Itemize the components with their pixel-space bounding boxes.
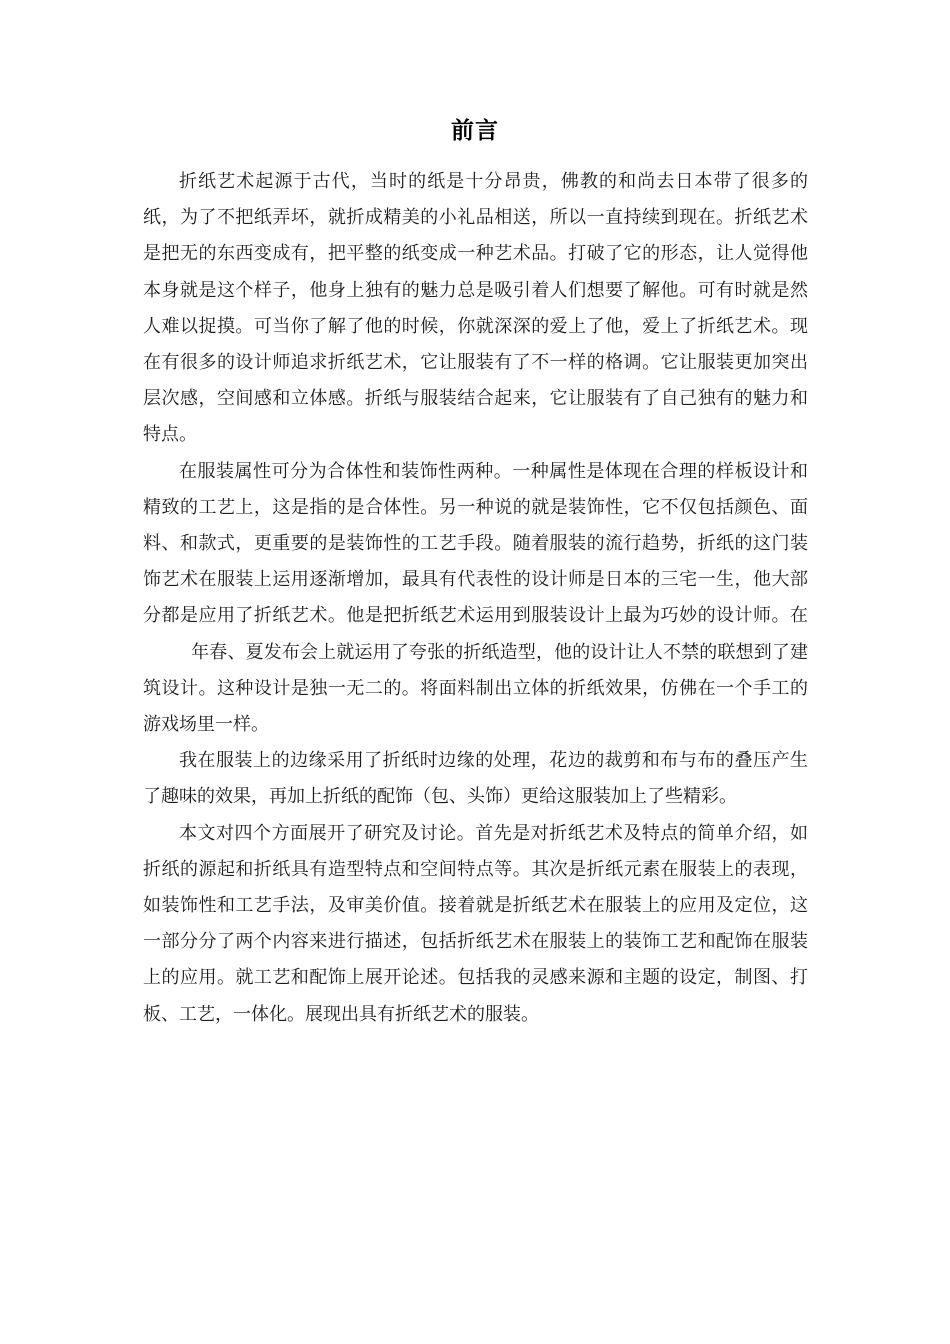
paragraph-2-part-1: 在服装属性可分为合体性和装饰性两种。一种属性是体现在合理的样板设计和精致的工艺上，这是指的是合体性。另一种说的就是装饰性，它不仅包括颜色、面料、和款式，更重要的是装饰性的工艺手段。随着服装的流行趋势，折纸的这门装饰艺术在服装上运用逐渐增加，最具有代表性的设计师是日本的三宅一生，他大部分都是应用了折纸艺术。他是把折纸艺术运用到服装设计上最为巧妙的设计师。在 [143,460,808,627]
body-text [143,164,808,1033]
paragraph-2 [143,454,808,744]
paragraph-2-part-2: 年春、夏发布会上就运用了夸张的折纸造型，他的设计让人不禁的联想到了建筑设计。这种设计是独一无二的。将面料制出立体的折纸效果，仿佛在一个手工的游戏场里一样。 [143,641,808,736]
paragraph-3: 我在服装上的边缘采用了折纸时边缘的处理，花边的裁剪和布与布的叠压产生了趣味的效果，再加上折纸的配饰（包、头饰）更给这服装加上了些精彩。 [143,750,808,808]
paragraph-4: 本文对四个方面展开了研究及讨论。首先是对折纸艺术及特点的简单介绍，如折纸的源起和折纸具有造型特点和空间特点等。其次是折纸元素在服装上的表现，如装饰性和工艺手法，及审美价值。接着就是折纸艺术在服装上的应用及定位，这一部分分了两个内容来进行描述，包括折纸艺术在服装上的装饰工艺和配饰在服装上的应用。就工艺和配饰上展开论述。包括我的灵感来源和主题的设定，制图、打板、工艺，一体化。展现出具有折纸艺术的服装。 [143,822,808,1025]
paragraph-1: 折纸艺术起源于古代，当时的纸是十分昂贵，佛教的和尚去日本带了很多的纸，为了不把纸弄坏，就折成精美的小礼品相送，所以一直持续到现在。折纸艺术是把无的东西变成有，把平整的纸变成一种艺术品。打破了它的形态，让人觉得他本身就是这个样子，他身上独有的魅力总是吸引着人们想要了解他。可有时就是然人难以捉摸。可当你了解了他的时候，你就深深的爱上了他，爱上了折纸艺术。现在有很多的设计师追求折纸艺术，它让服装有了不一样的格调。它让服装更加突出层次感，空间感和立体感。折纸与服装结合起来，它让服装有了自己独有的魅力和特点。 [143,171,808,446]
page-title: 前言 [451,118,499,144]
